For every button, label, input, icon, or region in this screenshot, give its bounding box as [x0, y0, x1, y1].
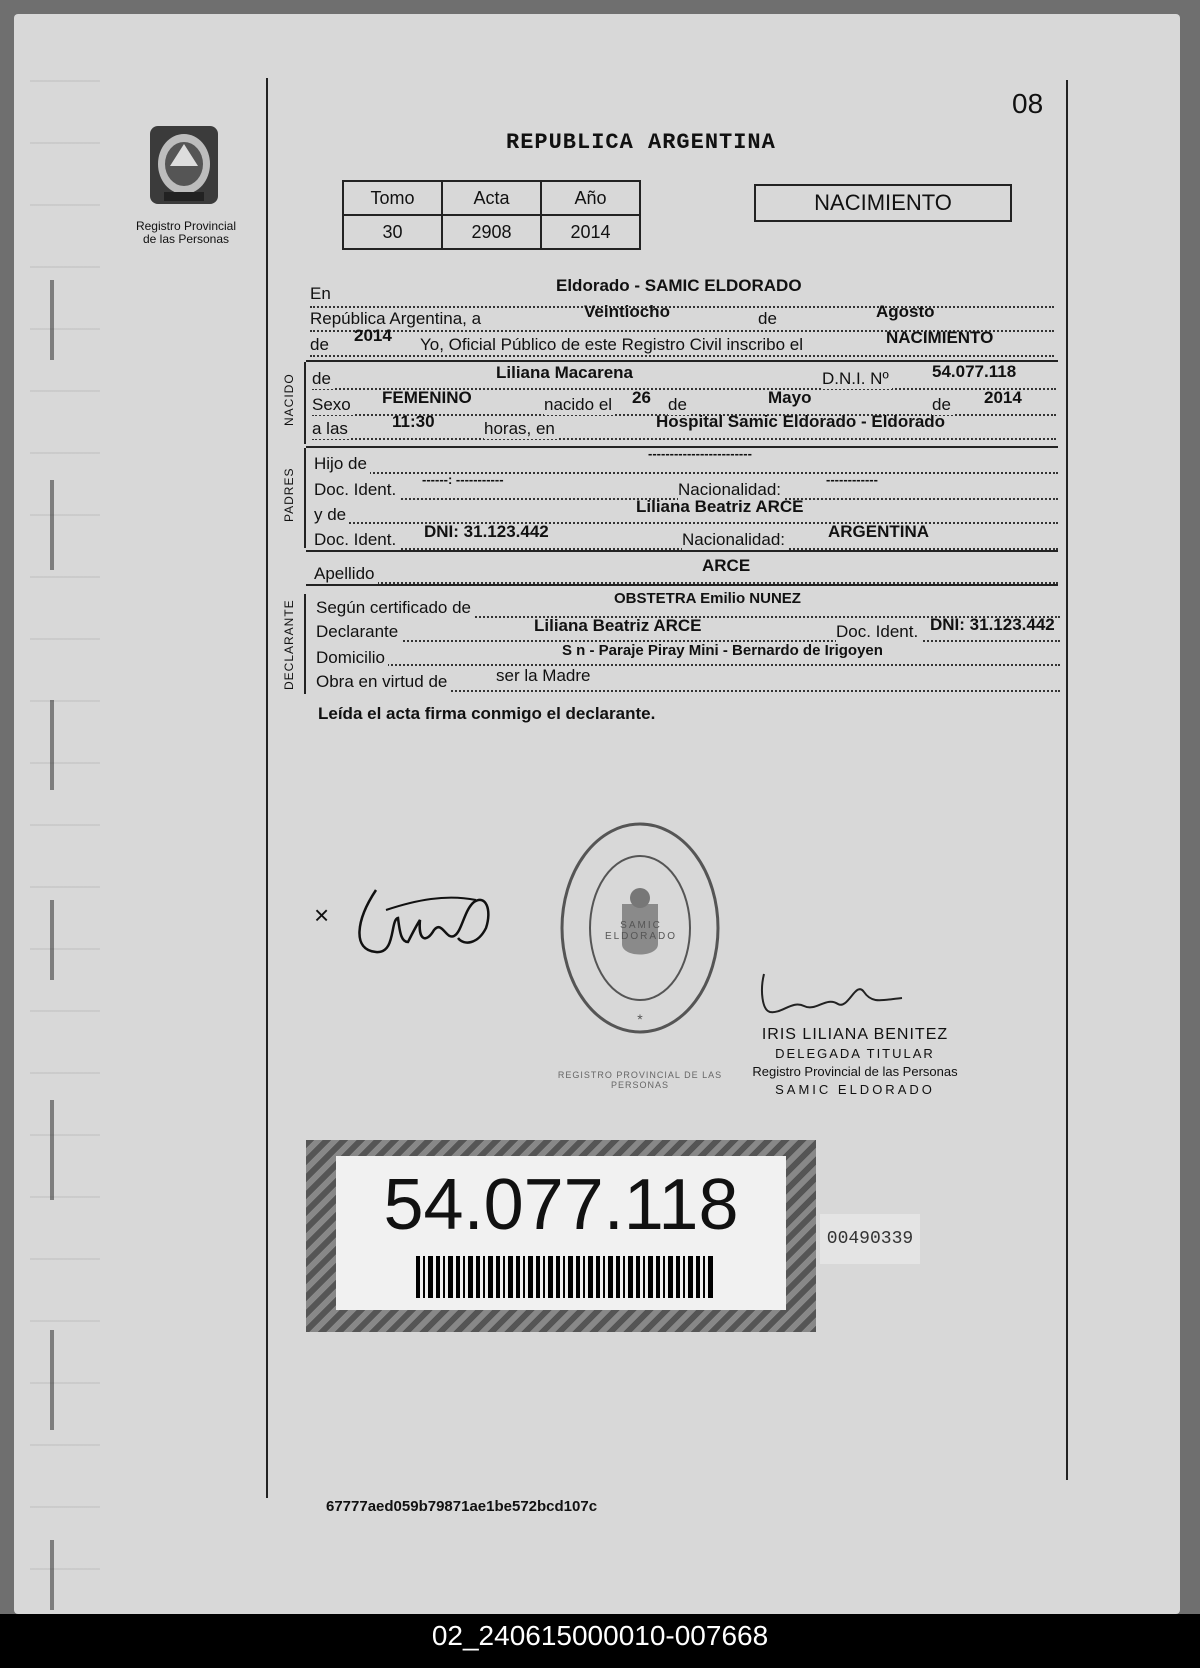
declarante-label: Declarante — [316, 622, 401, 642]
binding-mark — [50, 1100, 54, 1200]
document-page — [14, 14, 1180, 1614]
declarante-name-value: Liliana Beatriz ARCE — [534, 616, 702, 635]
birth-year-value: 2014 — [984, 388, 1022, 407]
stamp-inner-text: SAMIC ELDORADO — [604, 920, 678, 942]
de2-label: de — [310, 335, 332, 355]
ref-value-anio: 2014 — [541, 215, 640, 249]
reference-table — [342, 180, 641, 250]
right-frame-line — [1066, 80, 1068, 1480]
official-branch: SAMIC ELDORADO — [775, 1082, 935, 1097]
binding-mark — [50, 700, 54, 790]
binding-mark — [50, 1330, 54, 1430]
page-number: 08 — [1012, 88, 1044, 119]
ref-header: Año — [541, 181, 640, 215]
seal-caption-line: de las Personas — [142, 232, 230, 246]
alas-label: a las — [312, 419, 351, 439]
nacido-el-label: nacido el — [544, 395, 615, 415]
binding-mark — [50, 280, 54, 360]
svg-text:*: * — [637, 1011, 643, 1027]
official-office: Registro Provincial de las Personas — [752, 1064, 958, 1079]
hijo-label: Hijo de — [314, 454, 370, 474]
barcode-bars-icon — [416, 1256, 716, 1298]
ref-header: Acta — [442, 181, 541, 215]
nacido-de-label: de — [312, 369, 334, 389]
stamp-ring-text: REGISTRO PROVINCIAL DE LAS PERSONAS — [557, 1070, 723, 1090]
sexo-value: FEMENINO — [382, 388, 472, 407]
father-nac-label: Nacionalidad: — [678, 480, 784, 500]
serial-number: 00490339 — [820, 1214, 920, 1264]
seal-caption-line: Registro Provincial — [135, 219, 237, 233]
decl-doc-value: DNI: 31.123.442 — [930, 615, 1055, 634]
father-name-value: ------------------------ — [648, 446, 752, 461]
ref-value-tomo: 30 — [343, 215, 442, 249]
ref-header: Tomo — [343, 181, 442, 215]
dni-label: D.N.I. Nº — [822, 369, 892, 389]
footer-id: 02_240615000010-007668 — [431, 1620, 769, 1651]
binding-mark — [50, 1540, 54, 1610]
day-word-value: Veintiocho — [584, 302, 670, 321]
act-type-box: NACIMIENTO — [754, 184, 1012, 222]
barcode-inner — [336, 1156, 786, 1310]
month-value: Agosto — [876, 302, 935, 321]
official-role: DELEGADA TITULAR — [775, 1046, 935, 1061]
segun-label: Según certificado de — [316, 598, 474, 618]
signature-mark: × — [314, 900, 330, 930]
padres-side-label: PADRES — [282, 467, 296, 522]
year-value: 2014 — [354, 326, 392, 345]
nacido-de2-label: de — [668, 395, 690, 415]
binding-edge — [30, 20, 100, 1600]
republica-label: República Argentina, a — [310, 309, 484, 329]
sexo-label: Sexo — [312, 395, 354, 415]
mother-nac-label: Nacionalidad: — [682, 530, 788, 550]
apellido-label: Apellido — [314, 564, 378, 584]
document-hash: 67777aed059b79871ae1be572bcd107c — [326, 1498, 598, 1515]
child-dni-value: 54.077.118 — [932, 362, 1017, 381]
birth-month-value: Mayo — [768, 388, 812, 407]
birth-time-value: 11:30 — [392, 412, 435, 431]
inscribo-value: NACIMIENTO — [886, 328, 994, 347]
official-name: IRIS LILIANA BENITEZ — [761, 1026, 949, 1043]
provincial-seal — [142, 116, 226, 212]
birth-day-value: 26 — [632, 388, 651, 407]
closing-statement: Leída el acta firma conmigo el declarante. — [318, 704, 656, 723]
nacido-side-label: NACIDO — [282, 373, 296, 426]
domicilio-label: Domicilio — [316, 648, 388, 668]
section-bracket — [304, 362, 306, 444]
mother-doc-value: DNI: 31.123.442 — [424, 522, 549, 541]
mother-name-value: Liliana Beatriz ARCE — [636, 497, 804, 516]
de-label: de — [758, 309, 780, 329]
seal-caption — [126, 220, 246, 246]
father-nac-value: ------------ — [826, 472, 878, 487]
section-rule — [306, 550, 1058, 552]
barcode-number: 54.077.118 — [383, 1165, 739, 1245]
inscribo-label: Yo, Oficial Público de este Registro Civil inscribo el — [420, 335, 806, 355]
declarante-side-label: DECLARANTE — [282, 599, 296, 690]
section-rule — [306, 584, 1058, 586]
barcode-label — [306, 1140, 816, 1332]
obra-value: ser la Madre — [496, 666, 591, 685]
father-doc-value: ------: ----------- — [422, 472, 504, 487]
horas-label: horas, en — [484, 419, 558, 439]
apellido-value: ARCE — [702, 556, 751, 575]
section-bracket — [304, 448, 306, 548]
ref-value-acta: 2908 — [442, 215, 541, 249]
segun-value: OBSTETRA Emilio NUNEZ — [614, 590, 801, 607]
official-signature-icon — [752, 970, 912, 1030]
child-name-value: Liliana Macarena — [496, 363, 634, 382]
apellido-line — [314, 558, 1058, 584]
mother-doc-label: Doc. Ident. — [314, 530, 399, 550]
binding-mark — [50, 480, 54, 570]
declarant-signature-icon — [346, 880, 496, 960]
father-doc-label: Doc. Ident. — [314, 480, 399, 500]
left-frame-line — [266, 78, 268, 1498]
section-bracket — [304, 594, 306, 694]
en-label: En — [310, 284, 334, 304]
domicilio-value: S n - Paraje Piray Mini - Bernardo de Irigoyen — [562, 642, 883, 659]
yde-label: y de — [314, 505, 349, 525]
seal-emblem-icon — [142, 116, 226, 212]
mother-nac-value: ARGENTINA — [828, 522, 930, 541]
nacido-de3-label: de — [932, 395, 954, 415]
binding-mark — [50, 900, 54, 980]
birth-place-value: Hospital Samic Eldorado - Eldorado — [656, 412, 946, 431]
obra-label: Obra en virtud de — [316, 672, 450, 692]
document-title: REPUBLICA ARGENTINA — [506, 130, 776, 155]
place-value: Eldorado - SAMIC ELDORADO — [556, 276, 802, 295]
decl-doc-label: Doc. Ident. — [836, 622, 921, 642]
